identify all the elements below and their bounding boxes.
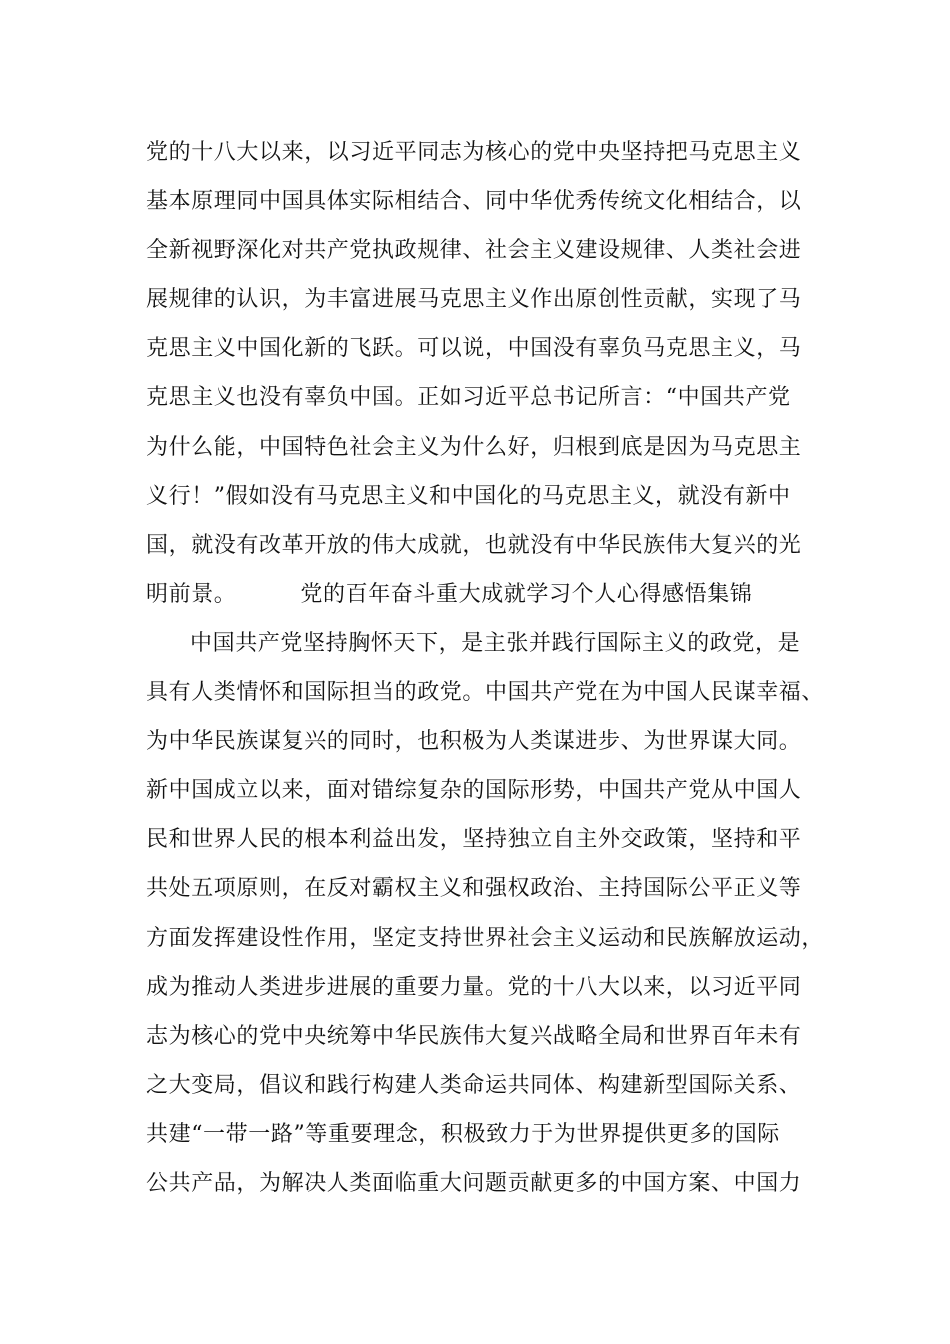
document-body [146, 128, 846, 1208]
text-line: 之大变局，倡议和践行构建人类命运共同体、构建新型国际关系、 [146, 1072, 802, 1098]
text-line: 共处五项原则，在反对霸权主义和强权政治、主持国际公平正义等 [146, 876, 802, 902]
text-line: 克思主义中国化新的飞跃。可以说，中国没有辜负马克思主义，马 [146, 336, 802, 362]
text-line: 党的十八大以来，以习近平同志为核心的党中央坚持把马克思主义 [146, 140, 802, 165]
text-line: 全新视野深化对共产党执政规律、社会主义建设规律、人类社会进 [146, 238, 802, 264]
text-line: 基本原理同中国具体实际相结合、同中华优秀传统文化相结合，以 [146, 189, 802, 215]
section-title: 党的百年奋斗重大成就学习个人心得感悟集锦 [300, 581, 753, 607]
text-line-end: 明前景。 [146, 581, 237, 607]
text-line: 新中国成立以来，面对错综复杂的国际形势，中国共产党从中国人 [146, 778, 802, 804]
text-line-with-title [146, 570, 846, 619]
text-line: 共建“一带一路”等重要理念，积极致力于为世界提供更多的国际 [146, 1121, 780, 1147]
text-line: 国，就没有改革开放的伟大成就，也就没有中华民族伟大复兴的光 [146, 532, 802, 558]
text-line: 展规律的认识，为丰富进展马克思主义作出原创性贡献，实现了马 [146, 287, 802, 313]
text-line: 具有人类情怀和国际担当的政党。中国共产党在为中国人民谋幸福、 [146, 680, 825, 706]
paragraph-first-line: 中国共产党坚持胸怀天下，是主张并践行国际主义的政党，是 [190, 630, 801, 656]
text-line: 民和世界人民的根本利益出发，坚持独立自主外交政策，坚持和平 [146, 827, 802, 853]
text-line: 成为推动人类进步进展的重要力量。党的十八大以来，以习近平同 [146, 974, 802, 1000]
text-line: 为中华民族谋复兴的同时，也积极为人类谋进步、为世界谋大同。 [146, 729, 802, 755]
text-line: 公共产品，为解决人类面临重大问题贡献更多的中国方案、中国力 [146, 1170, 802, 1196]
text-line: 义行！”假如没有马克思主义和中国化的马克思主义，就没有新中 [146, 483, 791, 509]
text-line: 方面发挥建设性作用，坚定支持世界社会主义运动和民族解放运动， [146, 925, 825, 951]
text-line: 志为核心的党中央统筹中华民族伟大复兴战略全局和世界百年未有 [146, 1023, 802, 1049]
text-line: 为什么能，中国特色社会主义为什么好，归根到底是因为马克思主 [146, 434, 802, 460]
text-line: 克思主义也没有辜负中国。正如习近平总书记所言：“中国共产党 [146, 385, 791, 411]
